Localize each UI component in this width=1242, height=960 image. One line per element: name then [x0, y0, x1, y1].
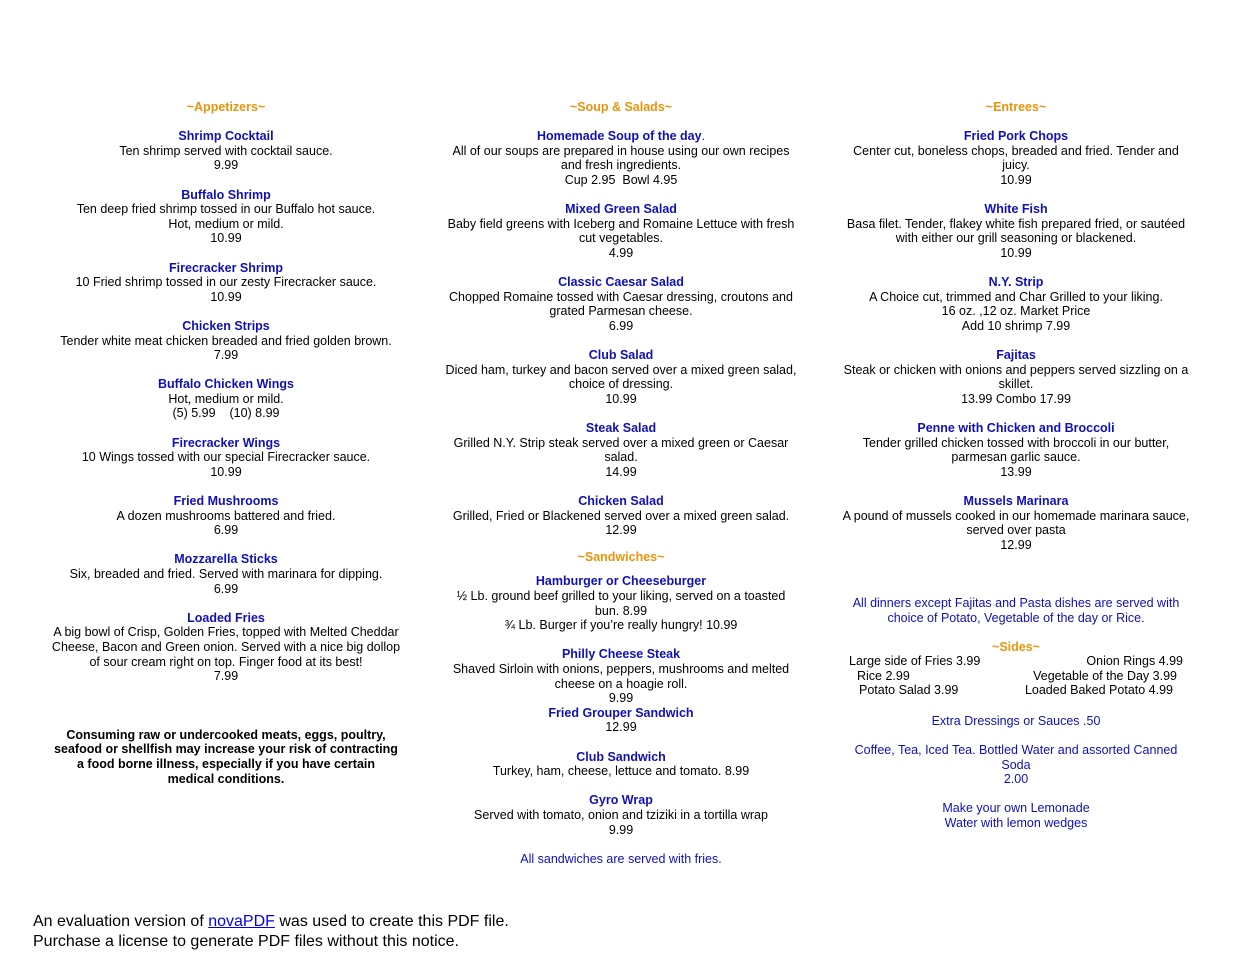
side-item: Potato Salad 3.99 — [859, 683, 959, 698]
menu-item-line: Chopped Romaine tossed with Caesar dressing, croutons and — [449, 289, 793, 304]
warning-line: a food borne illness, especially if you have certain — [76, 756, 376, 771]
menu-item-line: 10.99 — [210, 464, 242, 479]
menu-item-name — [436, 348, 806, 363]
menu-item-line: Center cut, boneless chops, breaded and fried. Tender and — [853, 143, 1179, 158]
menu-item-line: All of our soups are prepared in house using our own recipes — [452, 143, 790, 158]
menu-item-name-text: Classic Caesar Salad — [558, 275, 684, 290]
appetizers-list — [40, 129, 412, 684]
menu-item-line: Tender grilled chicken tossed with broccoli in our butter, — [862, 435, 1170, 450]
lemonade-line: Make your own Lemonade — [942, 801, 1090, 816]
menu-item-line: 16 oz. ,12 oz. Market Price — [941, 304, 1091, 319]
menu-item-line: with either our grill seasoning or blackened. — [895, 231, 1137, 246]
lemonade-note — [832, 801, 1200, 830]
menu-item-line: A pound of mussels cooked in our homemade marinara sauce, — [842, 508, 1190, 523]
menu-item — [436, 706, 806, 735]
menu-item-line: Ten shrimp served with cocktail sauce. — [119, 143, 333, 158]
menu-item-name-text: Penne with Chicken and Broccoli — [917, 421, 1115, 436]
menu-item-line: 4.99 — [608, 245, 634, 260]
menu-item — [40, 188, 412, 246]
menu-item-name-text: Buffalo Shrimp — [181, 187, 271, 202]
soups-title: ~Soup & Salads~ — [569, 100, 673, 114]
warning-line: seafood or shellfish may increase your risk of contracting — [54, 742, 398, 757]
menu-item-name — [40, 552, 412, 567]
menu-item-name-text: Shrimp Cocktail — [178, 129, 274, 144]
side-item: Loaded Baked Potato 4.99 — [1024, 683, 1173, 698]
menu-item-name — [40, 319, 412, 334]
menu-item-line: Ten deep fried shrimp tossed in our Buffalo hot sauce. — [76, 202, 376, 217]
menu-item-name — [436, 494, 806, 509]
menu-item-line: Basa filet. Tender, flakey white fish prepared fried, or sautéed — [846, 216, 1186, 231]
menu-item-line: 9.99 — [608, 691, 634, 706]
menu-item-line: 14.99 — [605, 464, 637, 479]
menu-item — [436, 793, 806, 837]
menu-item-name — [436, 275, 806, 290]
menu-item-name — [832, 421, 1200, 436]
menu-item-line: Shaved Sirloin with onions, peppers, mushrooms and melted — [452, 661, 790, 676]
menu-item-line: 10 Fried shrimp tossed in our zesty Firecracker sauce. — [75, 275, 377, 290]
menu-item — [436, 275, 806, 333]
soups-column — [436, 100, 806, 866]
menu-item-line: 10.99 — [210, 231, 242, 246]
menu-item-name — [40, 129, 412, 144]
menu-item-line: ¾ Lb. Burger if you’re really hungry! 10.99 — [504, 618, 738, 633]
menu-item — [40, 552, 412, 596]
menu-item-line: Hot, medium or mild. — [168, 216, 284, 231]
drinks-line: Soda — [1001, 757, 1031, 772]
food-safety-warning — [40, 728, 412, 786]
menu-item-name-text: Chicken Salad — [578, 494, 664, 509]
entrees-title: ~Entrees~ — [985, 100, 1047, 114]
menu-item-line: 12.99 — [605, 720, 637, 735]
notice-text: An evaluation version of — [33, 913, 209, 930]
menu-item-line: 7.99 — [213, 348, 239, 363]
menu-item — [40, 129, 412, 173]
menu-item — [436, 494, 806, 538]
menu-item-name — [832, 129, 1200, 144]
menu-item-name — [436, 574, 806, 589]
menu-item — [832, 421, 1200, 479]
menu-item-name-text: Chicken Strips — [182, 318, 270, 333]
menu-item-line: of sour cream right on top. Finger food at its best! — [89, 654, 363, 669]
menu-item-line: and fresh ingredients. — [560, 158, 682, 173]
menu-item-name-text: Hamburger or Cheeseburger — [535, 574, 707, 589]
menu-item-line: (5) 5.99 (10) 8.99 — [172, 406, 280, 421]
menu-item-name — [436, 647, 806, 662]
menu-item — [40, 261, 412, 305]
menu-item-name — [436, 129, 806, 144]
menu-item-name-text: Buffalo Chicken Wings — [157, 377, 294, 392]
drinks-note — [832, 743, 1200, 787]
menu-item-line: Cup 2.95 Bowl 4.95 — [564, 172, 678, 187]
menu-item-line: skillet. — [998, 377, 1034, 392]
menu-item-line: Turkey, ham, cheese, lettuce and tomato. 8.99 — [492, 764, 750, 779]
menu-item-line: 6.99 — [608, 318, 634, 333]
menu-item-line: 6.99 — [213, 581, 239, 596]
side-item: Onion Rings 4.99 — [1086, 654, 1183, 669]
menu-item-line: 10 Wings tossed with our special Firecracker sauce. — [81, 450, 371, 465]
side-item: Large side of Fries 3.99 — [849, 654, 981, 669]
menu-item-name-text: Fried Mushrooms — [173, 494, 279, 509]
menu-item-name-text: White Fish — [984, 202, 1048, 217]
menu-item — [40, 611, 412, 684]
side-item: Vegetable of the Day 3.99 — [1033, 668, 1177, 683]
menu-item-line: Cheese, Bacon and Green onion. Served with a nice big dollop — [51, 639, 401, 654]
menu-item-line: 6.99 — [213, 523, 239, 538]
menu-item-line: Grilled, Fried or Blackened served over a mixed green salad. — [452, 508, 790, 523]
novapdf-link[interactable]: novaPDF — [208, 913, 275, 930]
menu-item-name-text: Firecracker Shrimp — [169, 260, 283, 275]
menu-item-name-text: Mozzarella Sticks — [174, 552, 278, 567]
menu-item-line: served over pasta — [966, 523, 1066, 538]
menu-item-name — [40, 611, 412, 626]
menu-item-line: cheese on a hoagie roll. — [554, 676, 688, 691]
warning-line: medical conditions. — [167, 771, 285, 786]
menu-item-line: 10.99 — [1000, 245, 1032, 260]
menu-item-name — [40, 261, 412, 276]
drinks-line: 2.00 — [1003, 772, 1029, 787]
menu-item — [436, 202, 806, 260]
menu-item — [832, 348, 1200, 406]
menu-item — [832, 129, 1200, 187]
menu-item-name-text: N.Y. Strip — [988, 275, 1044, 290]
menu-item-line: A dozen mushrooms battered and fried. — [116, 508, 336, 523]
dinner-note-line: All dinners except Fajitas and Pasta dishes are served with — [852, 596, 1180, 611]
menu-item — [832, 494, 1200, 552]
menu-item-name-text: Fajitas — [996, 348, 1036, 363]
evaluation-notice — [33, 912, 509, 951]
menu-item-line: Add 10 shrimp 7.99 — [961, 318, 1071, 333]
menu-item-line: parmesan garlic sauce. — [951, 450, 1081, 465]
menu-item-name-text: Homemade Soup of the day — [536, 129, 702, 144]
sides-list — [832, 654, 1200, 699]
menu-item-line: Diced ham, turkey and bacon served over a mixed green salad, — [445, 362, 797, 377]
menu-item-name — [832, 275, 1200, 290]
dinner-note — [832, 596, 1200, 625]
menu-item — [40, 377, 412, 421]
menu-item-name-text: Club Sandwich — [576, 749, 666, 764]
menu-item — [40, 436, 412, 480]
menu-item-name — [40, 377, 412, 392]
menu-item-name-text: Club Salad — [588, 348, 654, 363]
sandwiches-title: ~Sandwiches~ — [577, 549, 665, 564]
menu-item-line: A Choice cut, trimmed and Char Grilled to your liking. — [869, 289, 1163, 304]
menu-item-name — [40, 436, 412, 451]
warning-line: Consuming raw or undercooked meats, eggs, poultry, — [66, 727, 386, 742]
drinks-line: Coffee, Tea, Iced Tea. Bottled Water and assorted Canned — [854, 742, 1178, 757]
menu-item-line: 9.99 — [213, 158, 239, 173]
menu-item — [436, 421, 806, 479]
menu-item — [40, 319, 412, 363]
menu-item-line: Served with tomato, onion and tziziki in a tortilla wrap — [474, 807, 768, 822]
menu-item-line: 10.99 — [605, 391, 637, 406]
menu-item-line: Six, breaded and fried. Served with marinara for dipping. — [69, 567, 383, 581]
menu-item — [436, 647, 806, 705]
menu-item-line: 10.99 — [1000, 172, 1032, 187]
menu-item — [436, 750, 806, 779]
soups-list — [436, 129, 806, 538]
menu-item-name — [436, 202, 806, 217]
menu-item-name-text: Mixed Green Salad — [565, 202, 677, 217]
menu-item-name-text: Loaded Fries — [187, 610, 265, 625]
menu-item — [436, 129, 806, 187]
extras-note: Extra Dressings or Sauces .50 — [931, 713, 1101, 728]
menu-item — [436, 574, 806, 632]
menu-item — [40, 494, 412, 538]
appetizers-title: ~Appetizers~ — [186, 100, 266, 114]
menu-item-line: 7.99 — [213, 669, 239, 684]
menu-item — [436, 348, 806, 406]
menu-item-name-text: Steak Salad — [585, 421, 657, 436]
menu-item-name-text: Gyro Wrap — [589, 793, 653, 808]
notice-line-1 — [33, 912, 509, 932]
menu-item-line: Tender white meat chicken breaded and fried golden brown. — [60, 333, 392, 348]
menu-item-line: 10.99 — [210, 289, 242, 304]
menu-item-name — [436, 793, 806, 808]
menu-item-name-text: Fried Pork Chops — [963, 129, 1069, 144]
entrees-column — [832, 100, 1200, 831]
menu-item-line: choice of dressing. — [568, 377, 674, 392]
entrees-list — [832, 129, 1200, 552]
notice-line-2: Purchase a license to generate PDF files without this notice. — [33, 932, 459, 950]
menu-item-line: bun. 8.99 — [594, 603, 648, 618]
menu-item-name-text: Fried Grouper Sandwich — [548, 705, 694, 720]
dinner-note-line: choice of Potato, Vegetable of the day or Rice. — [887, 611, 1145, 625]
menu-item-name — [436, 750, 806, 765]
menu-item-line: Steak or chicken with onions and peppers served sizzling on a — [843, 362, 1189, 377]
appetizers-column — [40, 100, 412, 786]
menu-item-name-suffix: . — [701, 129, 706, 144]
menu-item-line: Hot, medium or mild. — [168, 391, 284, 406]
side-item: Rice 2.99 — [857, 668, 910, 683]
menu-item-line: 13.99 Combo 17.99 — [961, 391, 1071, 406]
sandwiches-note: All sandwiches are served with fries. — [520, 851, 722, 866]
menu-item-name-text: Firecracker Wings — [171, 435, 281, 450]
menu-item-line: cut vegetables. — [578, 231, 664, 246]
menu-item-name — [436, 421, 806, 436]
menu-item-line: salad. — [604, 450, 638, 465]
menu-item-line: 12.99 — [1000, 537, 1032, 552]
menu-item-name-text: Philly Cheese Steak — [561, 647, 681, 662]
menu-item-name — [40, 188, 412, 203]
menu-item-line: A big bowl of Crisp, Golden Fries, topped with Melted Cheddar — [53, 625, 399, 640]
menu-item-line: grated Parmesan cheese. — [549, 304, 693, 319]
menu-item-line: Baby field greens with Iceberg and Romaine Lettuce with fresh — [447, 216, 795, 231]
menu-item-name-text: Mussels Marinara — [963, 494, 1069, 509]
menu-item-line: 12.99 — [605, 523, 637, 538]
menu-item-line: juicy. — [1002, 158, 1030, 173]
menu-item-name — [832, 202, 1200, 217]
menu-item-name — [40, 494, 412, 509]
menu-item-line: 9.99 — [608, 822, 634, 837]
menu-item-line: 13.99 — [1000, 464, 1032, 479]
menu-item — [832, 275, 1200, 333]
notice-text: was used to create this PDF file. — [274, 913, 509, 930]
menu-item-name — [832, 348, 1200, 363]
sides-title: ~Sides~ — [992, 639, 1040, 654]
sandwiches-list — [436, 574, 806, 837]
menu-item-line: ½ Lb. ground beef grilled to your liking, served on a toasted — [456, 589, 786, 603]
menu-item-line: Grilled N.Y. Strip steak served over a mixed green or Caesar — [453, 435, 789, 450]
menu-item — [832, 202, 1200, 260]
menu-item-name — [832, 494, 1200, 509]
menu-item-name — [436, 706, 806, 721]
lemonade-line: Water with lemon wedges — [944, 815, 1088, 830]
